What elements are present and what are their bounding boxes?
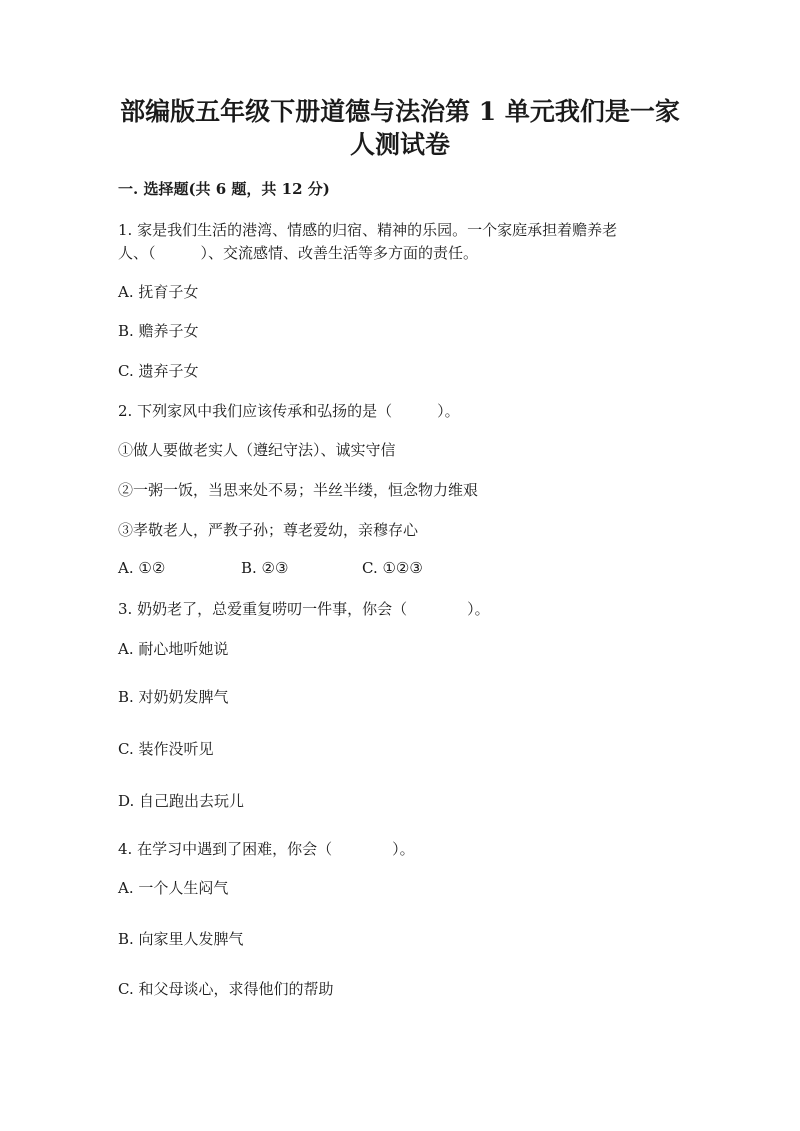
q2-statement-2: ②一粥一饭，当思来处不易；半丝半缕，恒念物力维艰 [118,481,479,499]
q3-option-d: D. 自己跑出去玩儿 [118,792,245,810]
q2-stem: 2. 下列家风中我们应该传承和弘扬的是（ ）。 [118,402,460,420]
q1-stem-line2: 人、（ ）、交流感情、改善生活等多方面的责任。 [118,244,479,262]
q1-option-a: A. 抚育子女 [118,283,199,301]
q1-option-c: C. 遗弃子女 [118,362,199,380]
q3-option-b: B. 对奶奶发脾气 [118,688,229,706]
q1-stem-line1: 1. 家是我们生活的港湾、情感的归宿、精神的乐园。一个家庭承担着赡养老 [118,221,618,239]
q2-option-a: A. ①② [118,559,166,577]
q3-stem: 3. 奶奶老了，总爱重复唠叨一件事，你会（ ）。 [118,600,490,618]
q4-option-b: B. 向家里人发脾气 [118,930,244,948]
page-title-line2: 人测试卷 [349,130,450,159]
section-heading: 一. 选择题(共 6 题，共 12 分) [118,180,330,198]
q2-statement-1: ①做人要做老实人（遵纪守法）、诚实守信 [118,441,396,459]
q4-option-a: A. 一个人生闷气 [118,879,229,897]
q3-option-a: A. 耐心地听她说 [118,640,229,658]
page-title-line1: 部编版五年级下册道德与法治第 1 单元我们是一家 [120,97,680,126]
q3-option-c: C. 装作没听见 [118,740,214,758]
q2-statement-3: ③孝敬老人，严教子孙；尊老爱幼，亲穆存心 [118,521,419,539]
q2-option-c: C. ①②③ [362,559,423,577]
q4-option-c: C. 和父母谈心，求得他们的帮助 [118,980,334,998]
q1-option-b: B. 赡养子女 [118,322,199,340]
q2-option-b: B. ②③ [241,559,289,577]
q4-stem: 4. 在学习中遇到了困难，你会（ ）。 [118,840,415,858]
